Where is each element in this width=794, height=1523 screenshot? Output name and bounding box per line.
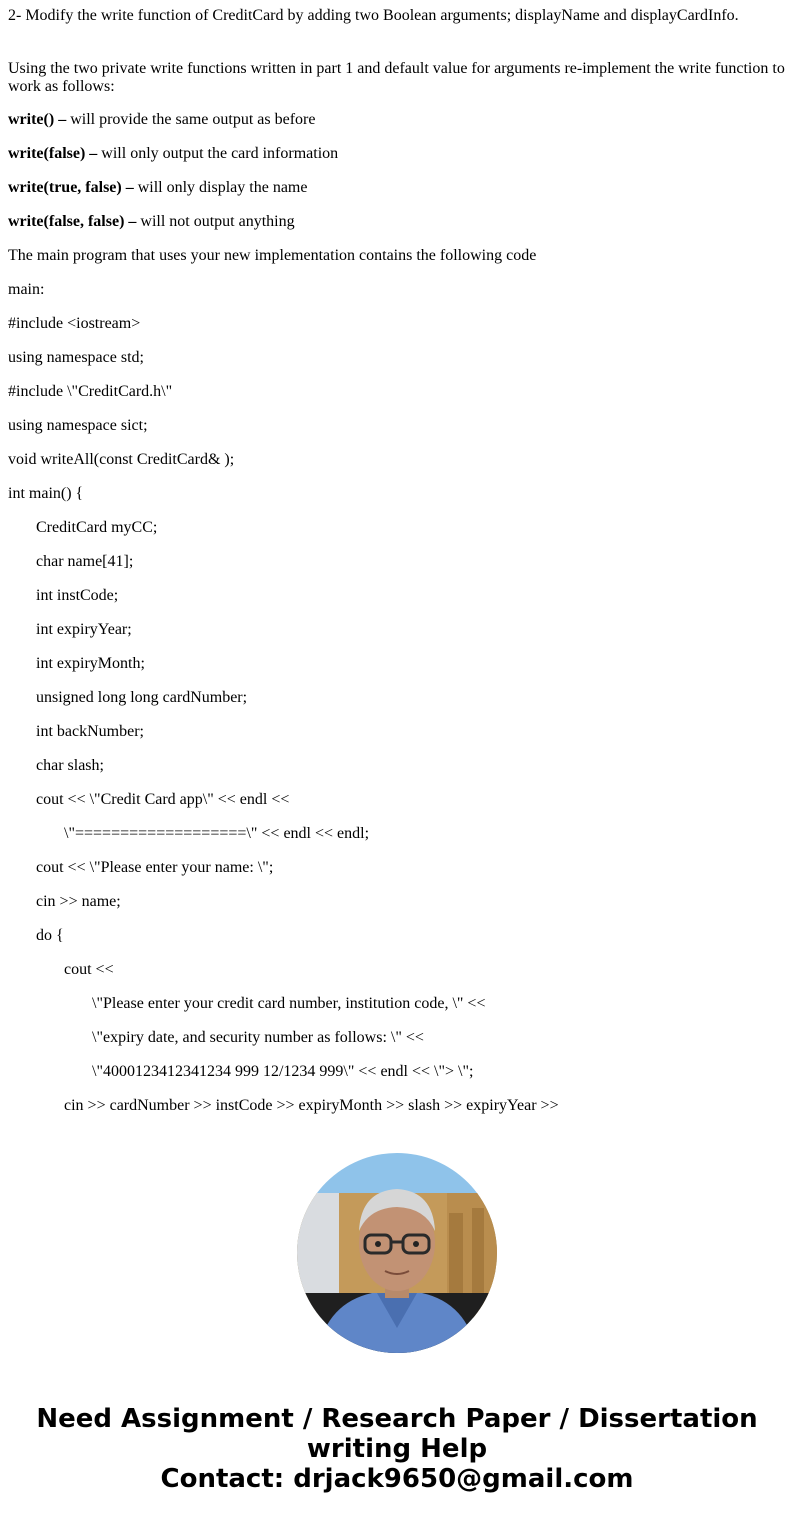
code-line: #include <iostream>	[8, 315, 141, 332]
case-call: write(false) –	[8, 145, 98, 162]
case-write-true-false	[8, 179, 307, 197]
code-line: int main() {	[8, 485, 84, 502]
code-line: cin >> name;	[36, 893, 121, 910]
code-line: \"===================\" << endl << endl;	[64, 825, 370, 842]
code-line: \"Please enter your credit card number, institution code, \" <<	[92, 995, 486, 1012]
avatar-portrait-image	[297, 1153, 497, 1353]
code-line: int instCode;	[36, 587, 119, 604]
case-description: will provide the same output as before	[66, 111, 316, 128]
case-call: write() –	[8, 111, 67, 128]
code-line: main:	[8, 281, 45, 298]
code-line: \"4000123412341234 999 12/1234 999\" << endl << \"> \";	[92, 1063, 474, 1080]
code-line: cout <<	[64, 961, 114, 978]
promo-banner	[0, 1404, 794, 1494]
code-line: cout << \"Please enter your name: \";	[36, 859, 274, 876]
code-line: char slash;	[36, 757, 104, 774]
code-line: int expiryYear;	[36, 621, 132, 638]
case-write-false	[8, 145, 338, 163]
case-description: will not output anything	[136, 213, 295, 230]
case-description: will only display the name	[133, 179, 308, 196]
promo-line: writing Help	[306, 1434, 488, 1464]
case-write-false-false	[8, 213, 295, 231]
case-call: write(false, false) –	[8, 213, 137, 230]
case-write-default	[8, 111, 315, 129]
code-line: char name[41];	[36, 553, 134, 570]
avatar	[297, 1153, 497, 1353]
promo-contact: Contact: drjack9650@gmail.com	[160, 1464, 634, 1494]
main-intro: The main program that uses your new implementation contains the following code	[8, 247, 537, 264]
intro-paragraph: Using the two private write functions written in part 1 and default value for arguments re-implement the write function to work as follows:	[8, 60, 785, 95]
code-line: CreditCard myCC;	[36, 519, 158, 536]
code-line: unsigned long long cardNumber;	[36, 689, 248, 706]
case-call: write(true, false) –	[8, 179, 134, 196]
code-line: \"expiry date, and security number as follows: \" <<	[92, 1029, 424, 1046]
code-line: using namespace sict;	[8, 417, 148, 434]
promo-line: Need Assignment / Research Paper / Dissertation	[36, 1404, 758, 1434]
code-line: using namespace std;	[8, 349, 144, 366]
code-line: int expiryMonth;	[36, 655, 145, 672]
code-line: cout << \"Credit Card app\" << endl <<	[36, 791, 290, 808]
case-description: will only output the card information	[97, 145, 339, 162]
code-line: void writeAll(const CreditCard& );	[8, 451, 235, 468]
code-line: cin >> cardNumber >> instCode >> expiryMonth >> slash >> expiryYear >>	[64, 1097, 559, 1114]
code-line: do {	[36, 927, 64, 944]
code-line: int backNumber;	[36, 723, 144, 740]
code-line: #include \"CreditCard.h\"	[8, 383, 173, 400]
question-heading: 2- Modify the write function of CreditCard by adding two Boolean arguments; displayName and displayCardInfo.	[8, 7, 739, 24]
